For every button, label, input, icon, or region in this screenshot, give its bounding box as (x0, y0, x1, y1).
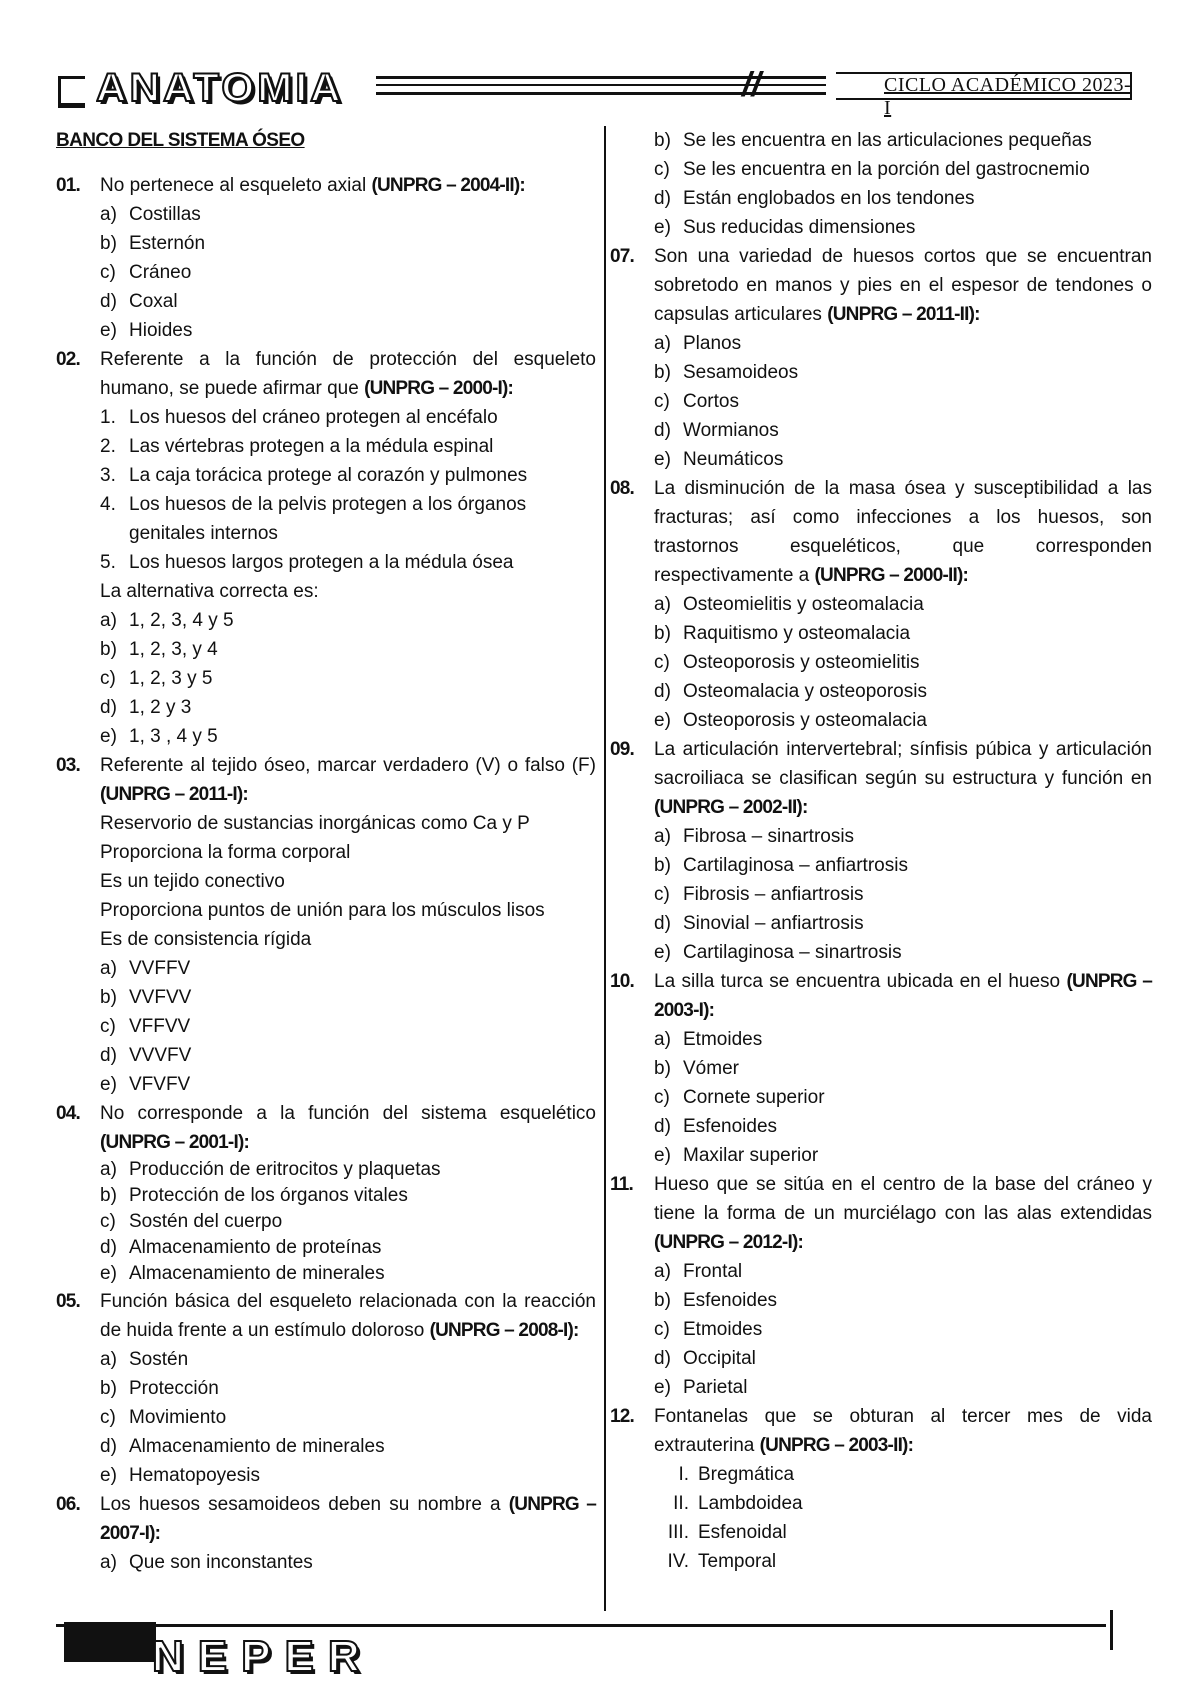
option-letter: c) (100, 1016, 116, 1037)
option-text: Sus reducidas dimensiones (683, 217, 916, 238)
option (100, 983, 596, 1012)
options-list (100, 1157, 596, 1287)
option-text: Bregmática (698, 1464, 795, 1485)
question-number: 12. (610, 1406, 635, 1427)
option-text: VVVFV (129, 1045, 192, 1066)
item-text: Los huesos del cráneo protegen al encéfalo (129, 407, 498, 428)
option-text: Almacenamiento de proteínas (129, 1237, 382, 1258)
option-text: Osteoporosis y osteomielitis (683, 652, 920, 673)
option-letter: a) (100, 204, 117, 225)
option (654, 1083, 1152, 1112)
option (100, 693, 596, 722)
question-source: (UNPRG – 2003-I): (654, 971, 1153, 1021)
question-text: Son una variedad de huesos cortos que se encuentran sobretodo en manos y pies en el espesor de tendones o capsulas articulares (654, 246, 1152, 325)
options-list (654, 1025, 1152, 1170)
option-numeral: IV. (667, 1551, 689, 1572)
header-brand: ANATOMIA (96, 66, 344, 110)
option-text: Que son inconstantes (129, 1552, 313, 1573)
option (654, 1547, 1152, 1576)
statement: Es un tejido conectivo (100, 871, 285, 892)
question-source: (UNPRG – 2001-I): (100, 1132, 249, 1153)
option-text: Se les encuentra en las articulaciones pequeñas (683, 130, 1092, 151)
option-letter: e) (654, 1145, 671, 1166)
list-item (100, 432, 596, 461)
option-letter: c) (654, 1087, 670, 1108)
option (100, 1261, 596, 1287)
option-text: Vómer (683, 1058, 739, 1079)
column-divider (604, 126, 606, 1611)
option-text: Cortos (683, 391, 739, 412)
option-letter: c) (654, 391, 670, 412)
options-list (654, 1460, 1152, 1576)
option (100, 1041, 596, 1070)
question-text: Referente a la función de protección del esqueleto humano, se puede afirmar que (100, 349, 596, 399)
section-title: BANCO DEL SISTEMA ÓSEO (56, 130, 305, 151)
item-number: 4. (100, 494, 116, 515)
question-text: La silla turca se encuentra ubicada en el hueso (654, 971, 1067, 992)
option-letter: c) (654, 652, 670, 673)
item-number: 3. (100, 465, 116, 486)
option (654, 184, 1152, 213)
option-text: Temporal (698, 1551, 777, 1572)
options-list (100, 954, 596, 1099)
option-letter: d) (654, 188, 671, 209)
option-text: Costillas (129, 204, 201, 225)
option-letter: c) (654, 1319, 670, 1340)
option-letter: c) (100, 668, 116, 689)
option-text: Sinovial – anfiartrosis (683, 913, 864, 934)
option-text: VVFVV (129, 987, 192, 1008)
option-text: VVFFV (129, 958, 191, 979)
option (654, 706, 1152, 735)
option (654, 1257, 1152, 1286)
option (100, 1183, 596, 1209)
options-list (100, 200, 596, 345)
option-text: 1, 2, 3, y 4 (129, 639, 218, 660)
option-text: Neumáticos (683, 449, 784, 470)
options-list (100, 606, 596, 751)
option-text: Osteomielitis y osteomalacia (683, 594, 924, 615)
option (100, 200, 596, 229)
question-10 (610, 967, 1152, 1170)
question-number: 11. (610, 1174, 633, 1195)
header-logo-box (58, 76, 85, 108)
option (654, 619, 1152, 648)
option-numeral: III. (667, 1522, 689, 1543)
footer-brand: NEPER (152, 1632, 374, 1681)
option (100, 1157, 596, 1183)
option-letter: e) (654, 449, 671, 470)
option-letter: c) (654, 884, 670, 905)
option-text: Frontal (683, 1261, 743, 1282)
option-text: Movimiento (129, 1407, 227, 1428)
option (100, 1235, 596, 1261)
question-number: 06. (56, 1494, 81, 1515)
option-letter: b) (100, 1185, 117, 1206)
option-letter: d) (100, 1436, 117, 1457)
option-letter: b) (100, 987, 117, 1008)
statement: Es de consistencia rígida (100, 929, 312, 950)
option (100, 954, 596, 983)
option-letter: b) (654, 362, 671, 383)
question-text: Fontanelas que se obturan al tercer mes de vida extrauterina (654, 1406, 1152, 1456)
question-01 (56, 171, 596, 345)
option (100, 1432, 596, 1461)
question-text: La articulación intervertebral; sínfisis púbica y articulación sacroiliaca se clasifican según su estructura y función en (654, 739, 1152, 789)
option-letter: c) (100, 262, 116, 283)
option-text: Sostén del cuerpo (129, 1211, 283, 1232)
question-08 (610, 474, 1152, 735)
option-letter: e) (100, 726, 117, 747)
option-text: Producción de eritrocitos y plaquetas (129, 1159, 441, 1180)
question-12 (610, 1402, 1152, 1576)
options-list (654, 1257, 1152, 1402)
option (654, 155, 1152, 184)
option-text: Hioides (129, 320, 193, 341)
option (654, 1344, 1152, 1373)
list-item (100, 461, 596, 490)
option (100, 287, 596, 316)
option-text: 1, 2 y 3 (129, 697, 192, 718)
option-letter: d) (100, 291, 117, 312)
option-letter: a) (100, 610, 117, 631)
option (654, 1025, 1152, 1054)
question-07 (610, 242, 1152, 474)
option-letter: b) (654, 130, 671, 151)
list-item (100, 403, 596, 432)
footer-page-block (64, 1622, 156, 1662)
option (654, 590, 1152, 619)
option (654, 648, 1152, 677)
question-number: 02. (56, 349, 81, 370)
question-11 (610, 1170, 1152, 1402)
option-letter: e) (100, 1465, 117, 1486)
option (100, 664, 596, 693)
question-prompt: La alternativa correcta es: (100, 581, 319, 602)
options-list-continued (654, 126, 1152, 242)
option (654, 1373, 1152, 1402)
option-letter: b) (100, 233, 117, 254)
option-letter: a) (654, 594, 671, 615)
footer-cross-mark (1110, 1610, 1113, 1650)
option-text: Hematopoyesis (129, 1465, 260, 1486)
option-letter: e) (654, 942, 671, 963)
option-text: Occipital (683, 1348, 756, 1369)
option (100, 1548, 596, 1577)
item-number: 1. (100, 407, 116, 428)
option-text: 1, 3 , 4 y 5 (129, 726, 218, 747)
option-text: Esfenoides (683, 1116, 778, 1137)
options-list (654, 822, 1152, 967)
list-item (100, 548, 596, 577)
option-letter: d) (654, 913, 671, 934)
option-letter: c) (100, 1211, 116, 1232)
option-text: 1, 2, 3 y 5 (129, 668, 213, 689)
option-text: Osteoporosis y osteomalacia (683, 710, 927, 731)
question-text: No pertenece al esqueleto axial (100, 175, 372, 196)
item-number: 5. (100, 552, 116, 573)
question-source: (UNPRG – 2007-I): (100, 1494, 597, 1544)
items-list (100, 403, 596, 577)
option (100, 1012, 596, 1041)
option-text: Sesamoideos (683, 362, 799, 383)
question-number: 01. (56, 175, 81, 196)
question-source: (UNPRG – 2008-I): (429, 1320, 579, 1341)
option-letter: d) (654, 1348, 671, 1369)
option-text: Protección de los órganos vitales (129, 1185, 408, 1206)
question-text: La disminución de la masa ósea y susceptibilidad a las fracturas; así como infecciones a los huesos, son trastornos esqueléticos, que corresponden respectivamente a (654, 478, 1152, 586)
right-column (610, 126, 1152, 1576)
option-text: Osteomalacia y osteoporosis (683, 681, 927, 702)
option (654, 677, 1152, 706)
footer-rule (56, 1624, 1106, 1627)
question-text: Referente al tejido óseo, marcar verdadero (V) o falso (F) (100, 755, 596, 776)
option-letter: e) (654, 710, 671, 731)
statement: Reservorio de sustancias inorgánicas como Ca y P (100, 813, 530, 834)
option-text: 1, 2, 3, 4 y 5 (129, 610, 234, 631)
question-05 (56, 1287, 596, 1490)
option (654, 445, 1152, 474)
question-text: Hueso que se sitúa en el centro de la base del cráneo y tiene la forma de un murciélago con las alas extendidas (654, 1174, 1152, 1224)
option (654, 126, 1152, 155)
option-letter: e) (100, 1074, 117, 1095)
option (654, 1112, 1152, 1141)
question-source: (UNPRG – 2000-II): (814, 565, 969, 586)
option-text: Parietal (683, 1377, 748, 1398)
question-04 (56, 1099, 596, 1287)
option (654, 1315, 1152, 1344)
option-letter: d) (100, 1045, 117, 1066)
option-text: Almacenamiento de minerales (129, 1263, 385, 1284)
option-letter: d) (654, 681, 671, 702)
options-list (100, 1345, 596, 1490)
question-number: 10. (610, 971, 635, 992)
option-text: Cornete superior (683, 1087, 825, 1108)
option-text: Están englobados en los tendones (683, 188, 975, 209)
option-text: Esfenoides (683, 1290, 778, 1311)
option-letter: e) (654, 217, 671, 238)
option-letter: a) (100, 1159, 117, 1180)
option-letter: b) (100, 639, 117, 660)
question-text: Función básica del esqueleto relacionada con la reacción de huida frente a un estímulo doloroso (100, 1291, 596, 1341)
option (100, 606, 596, 635)
option-letter: b) (654, 1290, 671, 1311)
option-text: Fibrosa – sinartrosis (683, 826, 855, 847)
option (654, 909, 1152, 938)
option-letter: d) (100, 697, 117, 718)
option-text: VFVFV (129, 1074, 191, 1095)
option (100, 1374, 596, 1403)
option-text: Etmoides (683, 1029, 763, 1050)
option-letter: e) (100, 320, 117, 341)
option (100, 229, 596, 258)
option-letter: b) (654, 855, 671, 876)
option (654, 1460, 1152, 1489)
option-text: Cartilaginosa – anfiartrosis (683, 855, 908, 876)
option-text: Sostén (129, 1349, 189, 1370)
option (100, 258, 596, 287)
option-letter: a) (654, 826, 671, 847)
option (654, 387, 1152, 416)
question-number: 07. (610, 246, 635, 267)
option-text: Protección (129, 1378, 219, 1399)
option-text: Esfenoidal (698, 1522, 787, 1543)
header-cycle: CICLO ACADÉMICO 2023-I (884, 74, 1132, 119)
item-text: Las vértebras protegen a la médula espinal (129, 436, 494, 457)
option-letter: c) (100, 1407, 116, 1428)
option (654, 358, 1152, 387)
item-text: La caja torácica protege al corazón y pulmones (129, 465, 528, 486)
question-source: (UNPRG – 2003-II): (759, 1435, 914, 1456)
question-text: Los huesos sesamoideos deben su nombre a (100, 1494, 509, 1515)
option-text: Fibrosis – anfiartrosis (683, 884, 864, 905)
question-source: (UNPRG – 2012-I): (654, 1232, 803, 1253)
option (100, 1209, 596, 1235)
option-letter: a) (654, 333, 671, 354)
question-number: 05. (56, 1291, 81, 1312)
option-text: Etmoides (683, 1319, 763, 1340)
option-text: Lambdoidea (698, 1493, 803, 1514)
option-text: Wormianos (683, 420, 779, 441)
option (654, 1489, 1152, 1518)
option (654, 822, 1152, 851)
option-letter: d) (100, 1237, 117, 1258)
options-list (654, 590, 1152, 735)
option-text: Esternón (129, 233, 206, 254)
question-number: 09. (610, 739, 635, 760)
option (654, 1518, 1152, 1547)
item-text: Los huesos de la pelvis protegen a los órganos genitales internos (129, 494, 527, 544)
question-number: 04. (56, 1103, 81, 1124)
option-letter: a) (654, 1029, 671, 1050)
option-text: Almacenamiento de minerales (129, 1436, 385, 1457)
option-letter: b) (100, 1378, 117, 1399)
option (100, 1403, 596, 1432)
option-letter: c) (654, 159, 670, 180)
question-number: 08. (610, 478, 635, 499)
option-letter: d) (654, 420, 671, 441)
question-source: (UNPRG – 2004-II): (371, 175, 525, 196)
question-03 (56, 751, 596, 1099)
option (100, 1070, 596, 1099)
left-column (56, 126, 596, 1577)
option (654, 880, 1152, 909)
statement: Proporciona puntos de unión para los músculos lisos (100, 900, 545, 921)
option-text: Planos (683, 333, 742, 354)
option (654, 851, 1152, 880)
option-letter: a) (100, 1552, 117, 1573)
option (654, 213, 1152, 242)
question-number: 03. (56, 755, 81, 776)
option (100, 316, 596, 345)
page-footer (56, 1610, 1120, 1680)
option-numeral: I. (678, 1464, 689, 1485)
question-text: No corresponde a la función del sistema esquelético (100, 1103, 596, 1124)
option (654, 416, 1152, 445)
option-letter: a) (100, 1349, 117, 1370)
options-list (654, 329, 1152, 474)
option (100, 1461, 596, 1490)
option-text: Maxilar superior (683, 1145, 819, 1166)
option-text: VFFVV (129, 1016, 191, 1037)
question-06 (56, 1490, 596, 1577)
question-source: (UNPRG – 2011-I): (100, 784, 248, 805)
option-text: Coxal (129, 291, 178, 312)
statement: Proporciona la forma corporal (100, 842, 351, 863)
question-09 (610, 735, 1152, 967)
header-slashes: // (742, 66, 761, 104)
options-list (100, 1548, 596, 1577)
list-item (100, 490, 596, 548)
option (654, 329, 1152, 358)
option (100, 722, 596, 751)
item-number: 2. (100, 436, 116, 457)
option-letter: a) (100, 958, 117, 979)
page-header (58, 66, 1134, 119)
option-letter: a) (654, 1261, 671, 1282)
question-source: (UNPRG – 2002-II): (654, 797, 808, 818)
option-letter: d) (654, 1116, 671, 1137)
question-02 (56, 345, 596, 751)
option-letter: b) (654, 623, 671, 644)
question-source: (UNPRG – 2011-II): (827, 304, 980, 325)
option-numeral: II. (673, 1493, 689, 1514)
option-letter: b) (654, 1058, 671, 1079)
option (654, 1141, 1152, 1170)
option (100, 1345, 596, 1374)
item-text: Los huesos largos protegen a la médula ósea (129, 552, 514, 573)
question-source: (UNPRG – 2000-I): (364, 378, 514, 399)
option-letter: e) (654, 1377, 671, 1398)
option (654, 938, 1152, 967)
option-text: Cartilaginosa – sinartrosis (683, 942, 902, 963)
option (654, 1054, 1152, 1083)
option-text: Se les encuentra en la porción del gastrocnemio (683, 159, 1090, 180)
option (100, 635, 596, 664)
option (654, 1286, 1152, 1315)
option-text: Cráneo (129, 262, 192, 283)
option-letter: e) (100, 1263, 117, 1284)
option-text: Raquitismo y osteomalacia (683, 623, 911, 644)
